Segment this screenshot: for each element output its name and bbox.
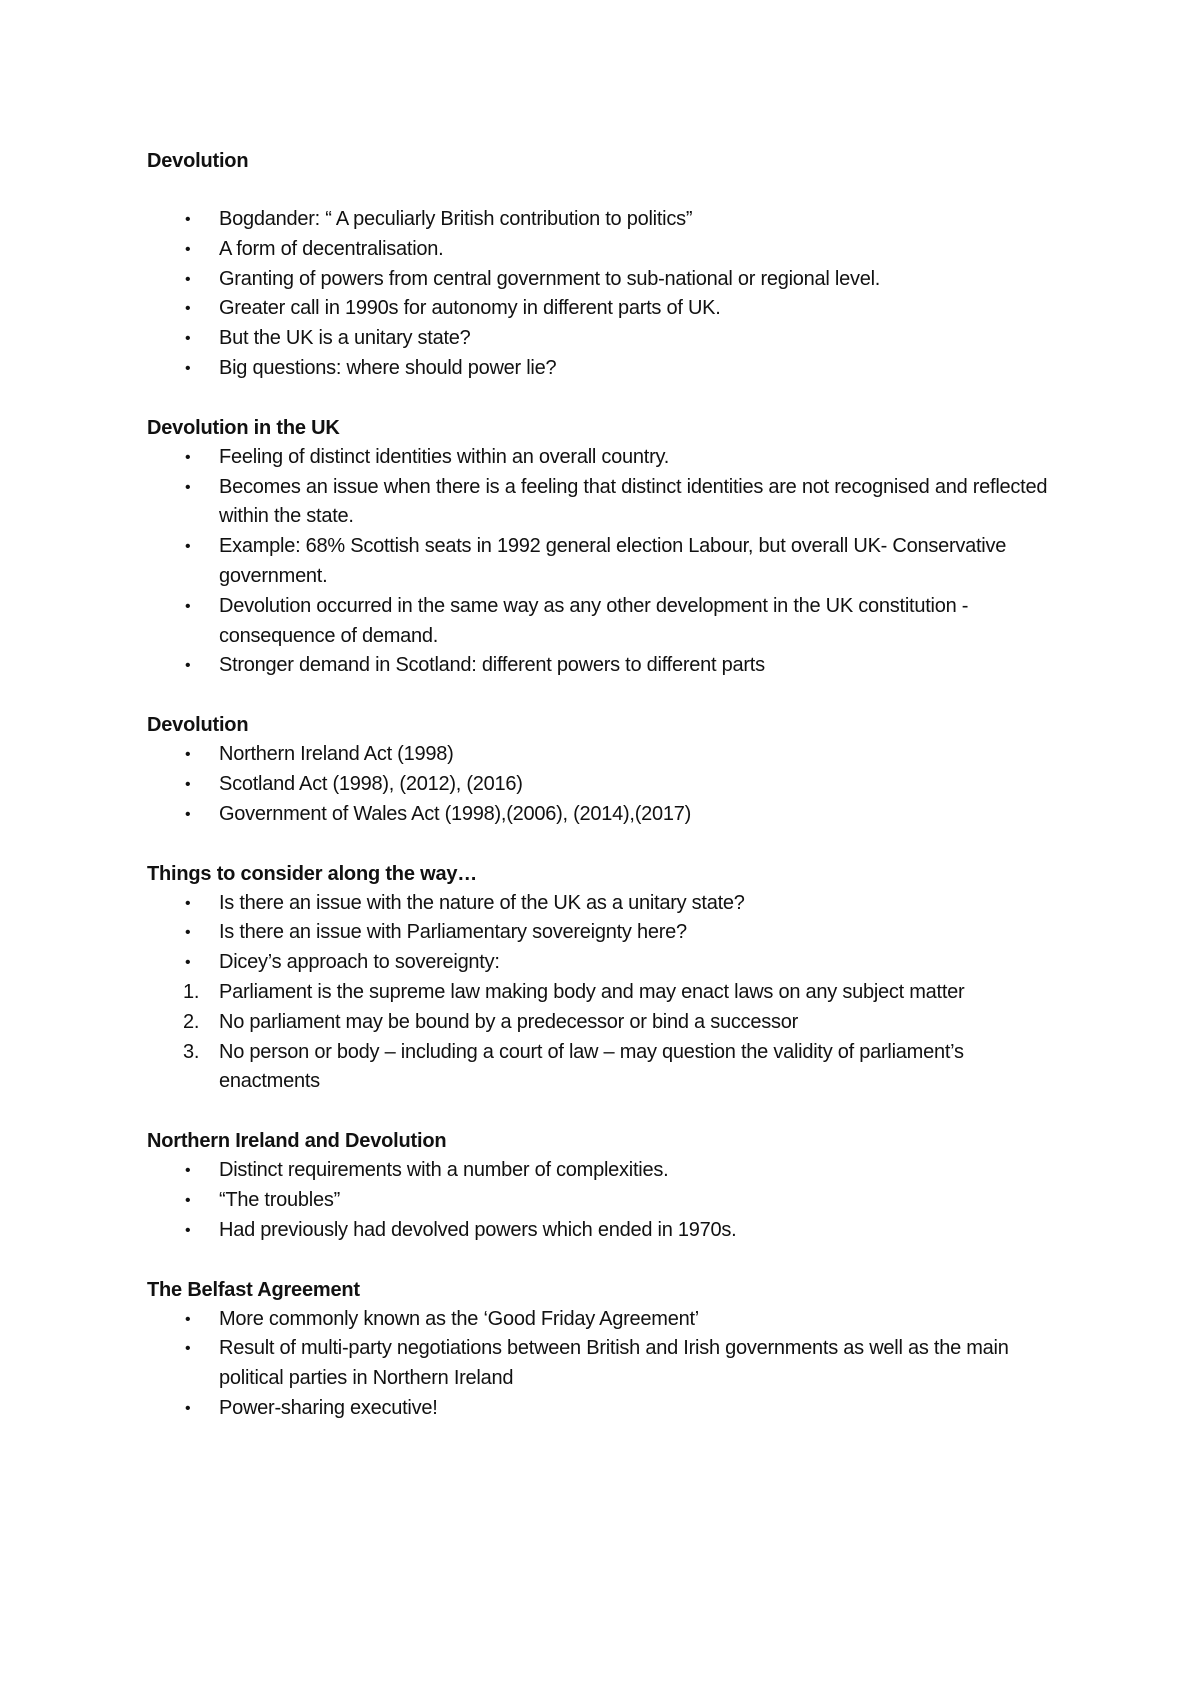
bullet-marker: • [185,448,191,466]
list-item-text: Northern Ireland Act (1998) [219,743,454,766]
bullet-marker: • [185,538,191,556]
list-item [147,1394,1067,1424]
list-item [147,889,1067,919]
bullet-list [147,205,1067,384]
list-item-text: Bogdander: “ A peculiarly British contribution to politics” [219,208,693,230]
bullet-marker: • [185,1191,191,1209]
list-item [147,800,1067,830]
section-heading: Devolution [147,714,249,737]
list-item-text: But the UK is a unitary state? [219,327,471,350]
bullet-marker: • [185,478,191,496]
section-devolution-in-uk [147,413,1067,681]
list-item [147,265,1067,295]
list-item-text: Is there an issue with Parliamentary sovereignty here? [219,921,687,944]
bullet-marker: • [185,330,191,348]
list-item-text: Parliament is the supreme law making body and may enact laws on any subject matter [219,980,965,1003]
list-item-text: Greater call in 1990s for autonomy in different parts of UK. [219,297,721,320]
list-item [147,443,1067,473]
list-item-text: Dicey’s approach to sovereignty: [219,951,500,974]
list-item [147,205,1067,235]
list-item-text: More commonly known as the ‘Good Friday Agreement’ [219,1307,699,1330]
bullet-marker: • [185,775,191,793]
list-item [147,1216,1067,1246]
bullet-list [147,889,1067,1098]
bullet-marker: • [185,240,191,258]
list-item-text: A form of decentralisation. [219,237,444,260]
list-item [147,770,1067,800]
bullet-list [147,1305,1067,1424]
list-item [147,918,1067,948]
list-item-text: Feeling of distinct identities within an overall country. [219,445,670,468]
bullet-marker: • [185,746,191,764]
bullet-marker: • [185,270,191,288]
bullet-marker: • [185,805,191,823]
numbered-item [147,1038,1067,1098]
bullet-marker: • [185,597,191,615]
bullet-marker: • [185,657,191,675]
list-item-text: “The troubles” [219,1188,340,1211]
bullet-marker: • [185,954,191,972]
list-item-text: Devolution occurred in the same way as any other development in the UK constitution - consequence of demand. [219,594,969,647]
bullet-marker: • [185,1340,191,1358]
list-item [147,1156,1067,1186]
number-marker: 3. [183,1040,200,1063]
list-item [147,473,1067,533]
list-item [147,532,1067,592]
list-item-text: Example: 68% Scottish seats in 1992 general election Labour, but overall UK- Conservative government. [219,535,1007,587]
bullet-marker: • [185,1221,191,1239]
list-item-text: No parliament may be bound by a predecessor or bind a successor [219,1010,799,1033]
list-item-text: Government of Wales Act (1998),(2006), (2014),(2017) [219,802,692,825]
section-heading: The Belfast Agreement [147,1278,360,1301]
bullet-marker: • [185,211,191,228]
bullet-marker: • [185,1162,191,1180]
list-item-text: Becomes an issue when there is a feeling that distinct identities are not recognised and reflected within the state. [219,475,1048,528]
list-item-text: Stronger demand in Scotland: different powers to different parts [219,654,765,677]
bullet-marker: • [185,359,191,377]
section-belfast-agreement [147,1275,1067,1424]
list-item [147,1305,1067,1335]
section-devolution-acts [147,710,1067,829]
list-item [147,324,1067,354]
list-item-text: No person or body – including a court of law – may question the validity of parliament’s enactments [219,1040,964,1093]
bullet-marker: • [185,894,191,912]
bullet-marker: • [185,924,191,942]
number-marker: 2. [183,1010,200,1033]
bullet-list [147,443,1067,681]
list-item [147,592,1067,652]
section-devolution-intro [147,146,1067,384]
section-heading: Devolution in the UK [147,416,340,439]
list-item-text: Is there an issue with the nature of the UK as a unitary state? [219,891,745,914]
bullet-list [147,740,1067,829]
numbered-item [147,978,1067,1008]
list-item [147,1186,1067,1216]
section-heading: Northern Ireland and Devolution [147,1130,447,1153]
numbered-item [147,1008,1067,1038]
list-item [147,948,1067,978]
number-marker: 1. [183,980,200,1003]
bullet-marker: • [185,1310,191,1328]
list-item [147,740,1067,770]
list-item [147,235,1067,265]
list-item-text: Power-sharing executive! [219,1396,438,1419]
section-northern-ireland [147,1126,1067,1245]
section-things-to-consider [147,859,1067,1098]
section-heading: Things to consider along the way… [147,862,478,885]
list-item [147,294,1067,324]
bullet-marker: • [185,1399,191,1417]
list-item-text: Scotland Act (1998), (2012), (2016) [219,772,523,795]
bullet-marker: • [185,300,191,318]
section-heading: Devolution [147,150,249,172]
list-item [147,354,1067,384]
list-item-text: Had previously had devolved powers which ended in 1970s. [219,1218,737,1241]
list-item [147,651,1067,681]
list-item-text: Distinct requirements with a number of complexities. [219,1159,669,1182]
list-item-text: Granting of powers from central government to sub-national or regional level. [219,267,881,290]
list-item [147,1334,1067,1394]
document-body [147,146,1067,1453]
bullet-list [147,1156,1067,1245]
list-item-text: Big questions: where should power lie? [219,356,557,379]
list-item-text: Result of multi-party negotiations between British and Irish governments as well as the main political parties in Northern Ireland [219,1337,1009,1390]
